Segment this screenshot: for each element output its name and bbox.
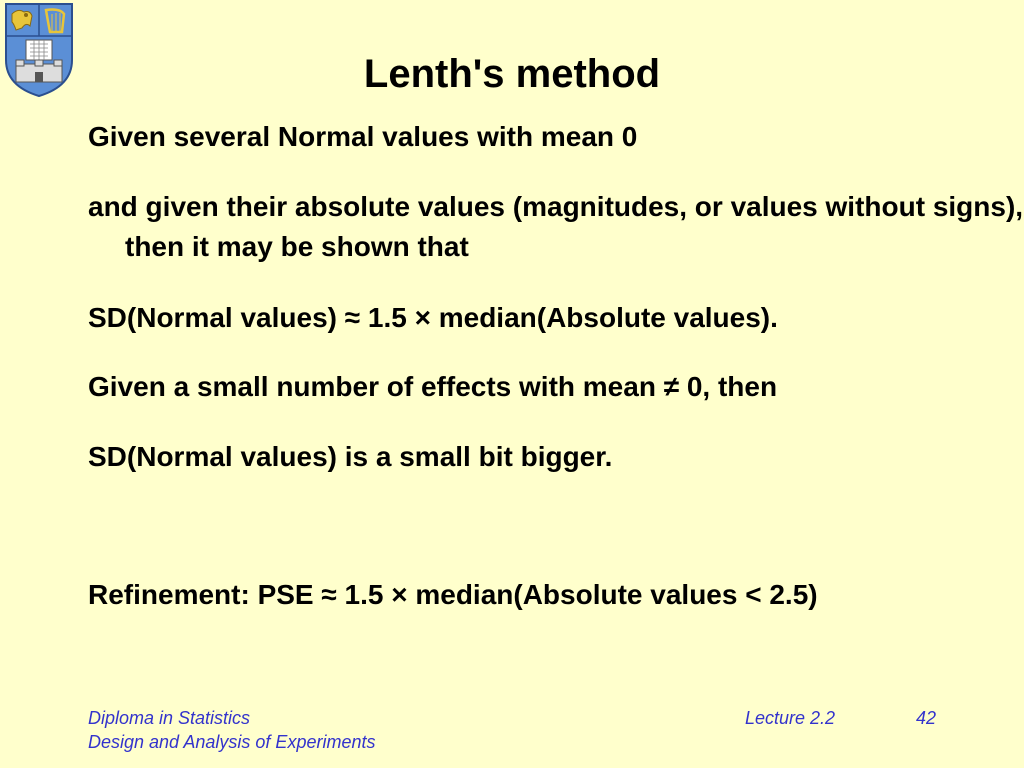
paragraph-4: Given a small number of effects with mean ≠ 0, then (88, 371, 778, 402)
footer-course: Diploma in Statistics (88, 708, 251, 728)
paragraph-5: SD(Normal values) is a small bit bigger. (88, 441, 613, 472)
paragraph-6: Refinement: PSE ≈ 1.5 × median(Absolute values < 2.5) (88, 579, 818, 610)
footer-page-number: 42 (916, 708, 937, 728)
paragraph-3: SD(Normal values) ≈ 1.5 × median(Absolute values). (88, 302, 778, 333)
slide-title: Lenth's method (363, 52, 661, 96)
footer-lecture: Lecture 2.2 (745, 708, 836, 728)
paragraph-2: and given their absolute values (magnitudes, or values without signs), then it may be shown that (88, 191, 1024, 262)
paragraph-1: Given several Normal values with mean 0 (88, 121, 638, 152)
footer-module: Design and Analysis of Experiments (88, 732, 376, 752)
